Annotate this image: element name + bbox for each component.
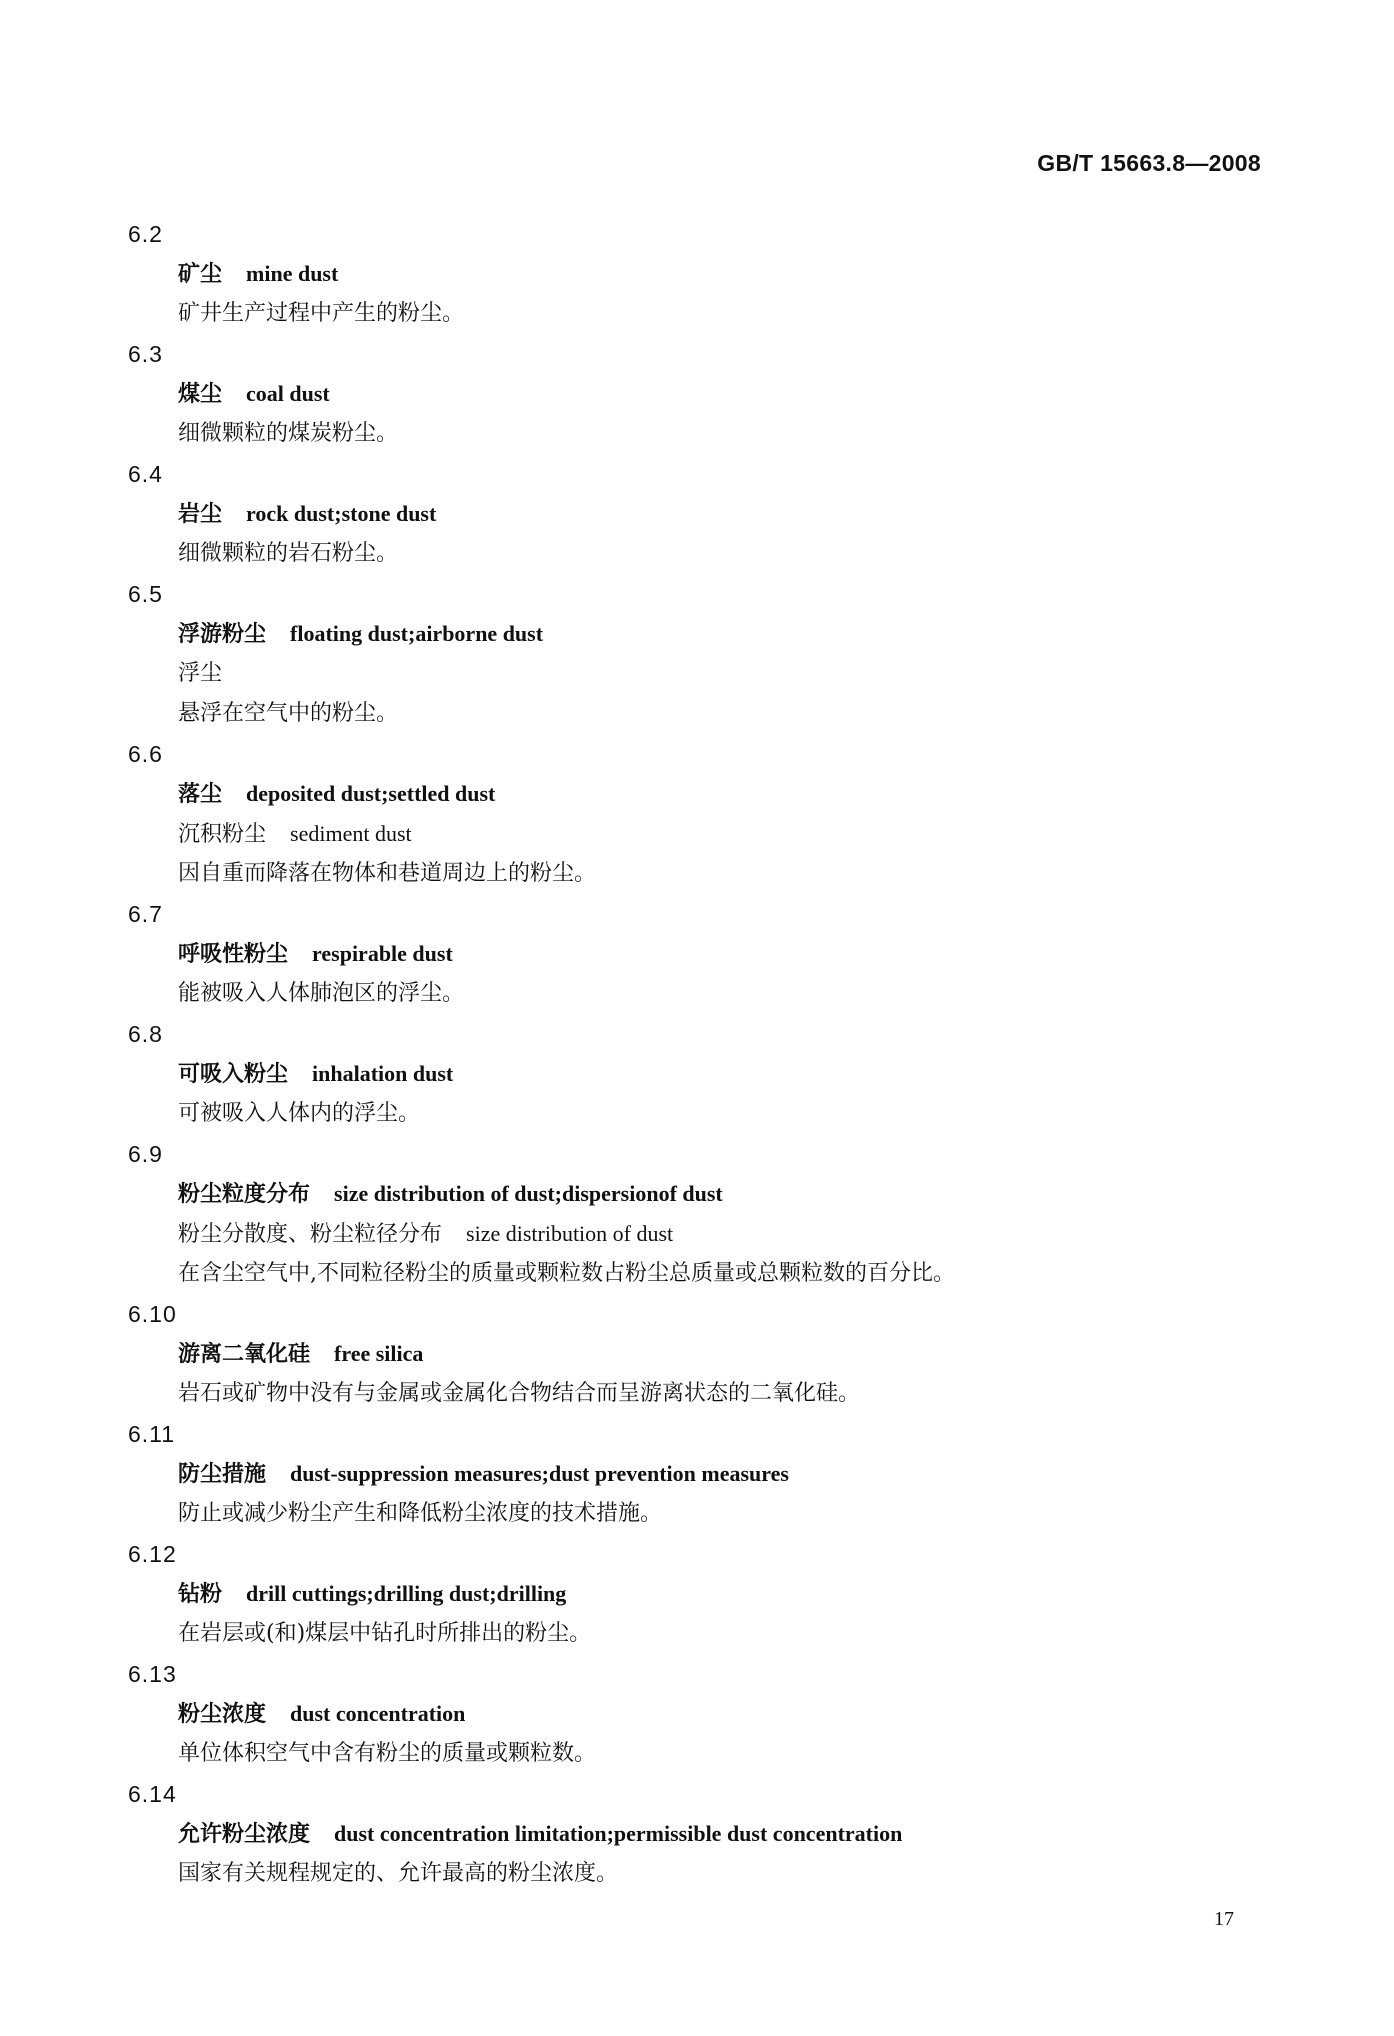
term-entries (128, 214, 1268, 1894)
term-zh: 钻粉 (178, 1581, 223, 1607)
term-line (128, 494, 1268, 534)
term-en: floating dust;airborne dust (290, 621, 544, 646)
term-line (128, 774, 1268, 814)
term-entry (128, 1534, 1268, 1654)
term-zh: 煤尘 (178, 381, 223, 407)
synonym-en: sediment dust (290, 821, 412, 846)
definition: 悬浮在空气中的粉尘。 (178, 701, 399, 726)
standard-code: GB/T 15663.8—2008 (1037, 150, 1261, 176)
term-zh: 呼吸性粉尘 (178, 941, 289, 967)
definition: 可被吸入人体内的浮尘。 (178, 1101, 421, 1126)
definition: 因自重而降落在物体和巷道周边上的粉尘。 (178, 861, 597, 886)
term-zh: 防尘措施 (178, 1461, 267, 1487)
entry-number: 6.11 (128, 1421, 176, 1447)
term-en: coal dust (246, 381, 330, 406)
term-zh: 游离二氧化硅 (178, 1341, 311, 1367)
entry-number: 6.12 (128, 1541, 177, 1567)
synonym-zh: 粉尘分散度、粉尘粒径分布 (178, 1222, 443, 1247)
synonym-en: size distribution of dust (466, 1221, 674, 1246)
term-line (128, 1334, 1268, 1374)
entry-number: 6.8 (128, 1021, 163, 1047)
term-en: drill cuttings;drilling dust;drilling (246, 1581, 567, 1606)
term-entry (128, 214, 1268, 334)
entry-number: 6.2 (128, 221, 163, 247)
entry-number: 6.13 (128, 1661, 177, 1687)
term-line (128, 1574, 1268, 1614)
term-line (128, 614, 1268, 654)
term-zh: 浮游粉尘 (178, 621, 267, 647)
term-en: rock dust;stone dust (246, 501, 437, 526)
entry-number: 6.3 (128, 341, 163, 367)
term-en: dust concentration (290, 1701, 466, 1726)
entry-number: 6.7 (128, 901, 163, 927)
term-line (128, 1174, 1268, 1214)
definition: 在岩层或(和)煤层中钻孔时所排出的粉尘。 (178, 1621, 592, 1646)
term-line (128, 1054, 1268, 1094)
term-en: inhalation dust (312, 1061, 454, 1086)
term-line (128, 1454, 1268, 1494)
entry-number: 6.5 (128, 581, 163, 607)
definition: 矿井生产过程中产生的粉尘。 (178, 301, 465, 326)
term-entry (128, 334, 1268, 454)
definition: 单位体积空气中含有粉尘的质量或颗粒数。 (178, 1741, 597, 1766)
synonym-line (128, 814, 1268, 854)
term-zh: 粉尘粒度分布 (178, 1181, 311, 1207)
term-line (128, 374, 1268, 414)
term-en: mine dust (246, 261, 339, 286)
entry-number: 6.6 (128, 741, 163, 767)
entry-number: 6.9 (128, 1141, 163, 1167)
term-zh: 粉尘浓度 (178, 1701, 267, 1727)
definition: 国家有关规程规定的、允许最高的粉尘浓度。 (178, 1861, 619, 1886)
term-en: dust-suppression measures;dust prevention measures (290, 1461, 789, 1486)
definition: 在含尘空气中,不同粒径粉尘的质量或颗粒数占粉尘总质量或总颗粒数的百分比。 (178, 1261, 955, 1286)
term-zh: 矿尘 (178, 261, 223, 287)
definition: 防止或减少粉尘产生和降低粉尘浓度的技术措施。 (178, 1501, 663, 1526)
term-line (128, 254, 1268, 294)
term-zh: 落尘 (178, 781, 223, 807)
definition: 细微颗粒的煤炭粉尘。 (178, 421, 399, 446)
term-en: size distribution of dust;dispersionof dust (334, 1181, 723, 1206)
term-entry (128, 894, 1268, 1014)
term-en: free silica (334, 1341, 424, 1366)
definition: 岩石或矿物中没有与金属或金属化合物结合而呈游离状态的二氧化硅。 (178, 1381, 861, 1406)
term-entry (128, 1134, 1268, 1294)
entry-number: 6.14 (128, 1781, 177, 1807)
term-entry (128, 1414, 1268, 1534)
term-entry (128, 1014, 1268, 1134)
term-zh: 岩尘 (178, 501, 223, 527)
entry-number: 6.10 (128, 1301, 177, 1327)
definition: 细微颗粒的岩石粉尘。 (178, 541, 399, 566)
definition: 能被吸入人体肺泡区的浮尘。 (178, 981, 465, 1006)
term-entry (128, 454, 1268, 574)
term-entry (128, 734, 1268, 894)
term-zh: 允许粉尘浓度 (178, 1821, 311, 1847)
page-number: 17 (1214, 1908, 1234, 1930)
term-line (128, 1694, 1268, 1734)
term-en: dust concentration limitation;permissible dust concentration (334, 1821, 903, 1846)
synonym-line (128, 1214, 1268, 1254)
term-en: deposited dust;settled dust (246, 781, 496, 806)
term-zh: 可吸入粉尘 (178, 1061, 289, 1087)
term-entry (128, 1774, 1268, 1894)
synonym-line (128, 654, 1268, 694)
term-line (128, 934, 1268, 974)
term-en: respirable dust (312, 941, 453, 966)
term-entry (128, 1294, 1268, 1414)
synonym-zh: 沉积粉尘 (178, 822, 267, 847)
term-line (128, 1814, 1268, 1854)
term-entry (128, 1654, 1268, 1774)
synonym-zh: 浮尘 (178, 661, 223, 686)
term-entry (128, 574, 1268, 734)
entry-number: 6.4 (128, 461, 163, 487)
